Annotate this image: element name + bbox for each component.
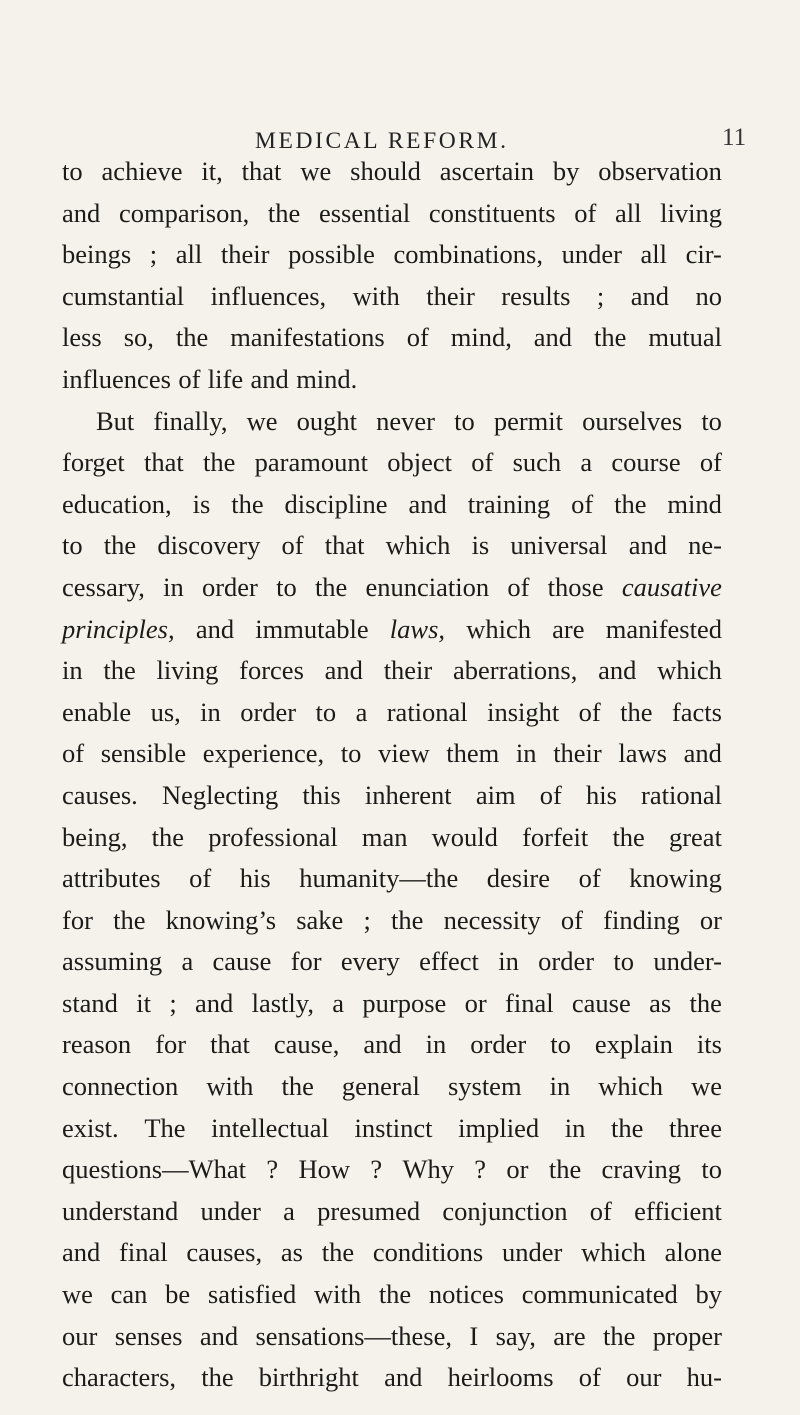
text-line: to the discovery of that which is universal and ne- <box>62 530 722 561</box>
text-line: characters, the birthright and heirlooms of our hu- <box>62 1362 722 1393</box>
text-line: questions—What ? How ? Why ? or the craving to <box>62 1154 722 1185</box>
text-line: and final causes, as the conditions under which alone <box>62 1237 722 1268</box>
running-title: MEDICAL REFORM. <box>255 128 509 154</box>
body-text <box>62 151 722 1399</box>
text-line: beings ; all their possible combinations, under all cir- <box>62 239 722 270</box>
text-line: enable us, in order to a rational insight of the facts <box>62 696 722 727</box>
text-line: forget that the paramount object of such a course of <box>62 447 722 478</box>
text-line: in the living forces and their aberrations, and which <box>62 655 722 686</box>
text-line: reason for that cause, and in order to explain its <box>62 1029 722 1060</box>
text-line: cumstantial influences, with their results ; and no <box>62 280 722 311</box>
text-line: stand it ; and lastly, a purpose or final cause as the <box>62 987 722 1018</box>
text-line: education, is the discipline and training of the mind <box>62 488 722 519</box>
text-line: less so, the manifestations of mind, and the mutual <box>62 322 722 353</box>
text-line: principles, and immutable laws, which are manifested <box>62 613 722 644</box>
text-line: exist. The intellectual instinct implied in the three <box>62 1112 722 1143</box>
text-line: influences of life and mind. <box>62 363 358 394</box>
text-line: connection with the general system in which we <box>62 1071 722 1102</box>
text-line: attributes of his humanity—the desire of knowing <box>62 863 722 894</box>
text-line: causes. Neglecting this inherent aim of his rational <box>62 779 722 810</box>
text-line: cessary, in order to the enunciation of those causative <box>62 571 722 602</box>
text-line: of sensible experience, to view them in their laws and <box>62 738 722 769</box>
text-line: and comparison, the essential constituents of all living <box>62 197 722 228</box>
text-line: assuming a cause for every effect in order to under- <box>62 946 722 977</box>
text-line: to achieve it, that we should ascertain by observation <box>62 156 722 186</box>
page-number: 11 <box>722 124 747 151</box>
text-line: for the knowing’s sake ; the necessity of finding or <box>62 904 722 935</box>
text-line: understand under a presumed conjunction of efficient <box>62 1195 722 1226</box>
text-line: our senses and sensations—these, I say, are the proper <box>62 1320 722 1351</box>
text-line: being, the professional man would forfeit the great <box>62 821 722 852</box>
text-line: we can be satisfied with the notices communicated by <box>62 1279 722 1310</box>
text-line: But finally, we ought never to permit ourselves to <box>96 405 722 436</box>
